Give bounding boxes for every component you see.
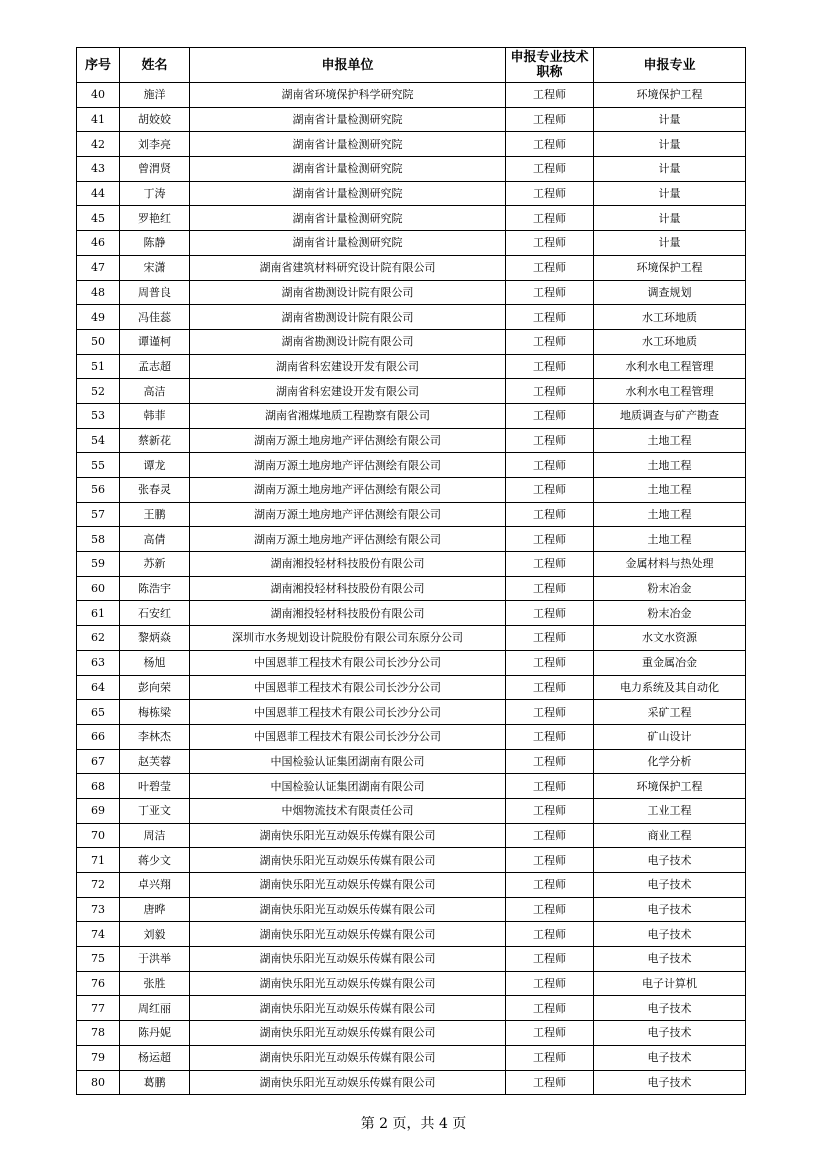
cell-serial: 44 <box>77 181 120 206</box>
cell-title: 工程师 <box>506 403 594 428</box>
cell-title: 工程师 <box>506 848 594 873</box>
cell-name: 杨旭 <box>120 650 190 675</box>
cell-unit: 湖南万源土地房地产评估测绘有限公司 <box>190 502 506 527</box>
cell-serial: 56 <box>77 478 120 503</box>
cell-unit: 湖南万源土地房地产评估测绘有限公司 <box>190 453 506 478</box>
table-row <box>77 601 746 626</box>
cell-name: 黎炳焱 <box>120 626 190 651</box>
cell-title: 工程师 <box>506 280 594 305</box>
cell-serial: 71 <box>77 848 120 873</box>
table-row <box>77 552 746 577</box>
cell-title: 工程师 <box>506 453 594 478</box>
table-row <box>77 774 746 799</box>
cell-name: 周普良 <box>120 280 190 305</box>
table-row <box>77 675 746 700</box>
cell-title: 工程师 <box>506 873 594 898</box>
cell-title: 工程师 <box>506 971 594 996</box>
header-unit: 申报单位 <box>190 48 506 83</box>
cell-unit: 湖南快乐阳光互动娱乐传媒有限公司 <box>190 947 506 972</box>
table-row <box>77 848 746 873</box>
cell-specialty: 土地工程 <box>594 527 746 552</box>
cell-specialty: 水工环地质 <box>594 329 746 354</box>
cell-serial: 45 <box>77 206 120 231</box>
cell-title: 工程师 <box>506 1045 594 1070</box>
cell-serial: 68 <box>77 774 120 799</box>
cell-name: 孟志超 <box>120 354 190 379</box>
table-row <box>77 502 746 527</box>
cell-unit: 湖南万源土地房地产评估测绘有限公司 <box>190 428 506 453</box>
cell-title: 工程师 <box>506 1021 594 1046</box>
cell-unit: 中国检验认证集团湖南有限公司 <box>190 749 506 774</box>
cell-serial: 73 <box>77 897 120 922</box>
cell-specialty: 电子技术 <box>594 996 746 1021</box>
cell-serial: 51 <box>77 354 120 379</box>
cell-serial: 43 <box>77 157 120 182</box>
cell-unit: 湖南快乐阳光互动娱乐传媒有限公司 <box>190 897 506 922</box>
cell-serial: 69 <box>77 798 120 823</box>
table-row <box>77 379 746 404</box>
table-row <box>77 181 746 206</box>
cell-unit: 湖南湘投轻材科技股份有限公司 <box>190 552 506 577</box>
table-row <box>77 527 746 552</box>
cell-name: 张胜 <box>120 971 190 996</box>
cell-unit: 中国检验认证集团湖南有限公司 <box>190 774 506 799</box>
cell-unit: 湖南万源土地房地产评估测绘有限公司 <box>190 478 506 503</box>
header-title: 申报专业技术职称 <box>506 48 594 83</box>
table-row <box>77 823 746 848</box>
cell-serial: 50 <box>77 329 120 354</box>
cell-title: 工程师 <box>506 675 594 700</box>
cell-specialty: 电子技术 <box>594 848 746 873</box>
cell-specialty: 金属材料与热处理 <box>594 552 746 577</box>
cell-specialty: 计量 <box>594 107 746 132</box>
cell-serial: 57 <box>77 502 120 527</box>
cell-specialty: 电子技术 <box>594 922 746 947</box>
cell-unit: 湖南快乐阳光互动娱乐传媒有限公司 <box>190 1070 506 1095</box>
table-row <box>77 1070 746 1095</box>
cell-name: 葛鹏 <box>120 1070 190 1095</box>
cell-serial: 76 <box>77 971 120 996</box>
cell-unit: 湖南省环境保护科学研究院 <box>190 83 506 108</box>
cell-unit: 湖南省计量检测研究院 <box>190 157 506 182</box>
cell-title: 工程师 <box>506 231 594 256</box>
cell-unit: 湖南省科宏建设开发有限公司 <box>190 354 506 379</box>
cell-specialty: 土地工程 <box>594 428 746 453</box>
cell-title: 工程师 <box>506 897 594 922</box>
cell-serial: 58 <box>77 527 120 552</box>
cell-serial: 67 <box>77 749 120 774</box>
table-row <box>77 83 746 108</box>
cell-name: 石安红 <box>120 601 190 626</box>
cell-title: 工程师 <box>506 700 594 725</box>
cell-name: 丁涛 <box>120 181 190 206</box>
cell-serial: 49 <box>77 305 120 330</box>
table-row <box>77 922 746 947</box>
cell-unit: 中烟物流技术有限责任公司 <box>190 798 506 823</box>
cell-name: 高洁 <box>120 379 190 404</box>
header-specialty: 申报专业 <box>594 48 746 83</box>
table-row <box>77 576 746 601</box>
cell-name: 李林杰 <box>120 724 190 749</box>
cell-unit: 湖南快乐阳光互动娱乐传媒有限公司 <box>190 922 506 947</box>
cell-name: 张春灵 <box>120 478 190 503</box>
cell-title: 工程师 <box>506 798 594 823</box>
cell-serial: 53 <box>77 403 120 428</box>
cell-serial: 60 <box>77 576 120 601</box>
cell-unit: 湖南湘投轻材科技股份有限公司 <box>190 601 506 626</box>
cell-name: 高倩 <box>120 527 190 552</box>
cell-unit: 湖南快乐阳光互动娱乐传媒有限公司 <box>190 823 506 848</box>
cell-title: 工程师 <box>506 329 594 354</box>
cell-name: 唐晔 <box>120 897 190 922</box>
cell-serial: 65 <box>77 700 120 725</box>
cell-unit: 湖南湘投轻材科技股份有限公司 <box>190 576 506 601</box>
cell-specialty: 计量 <box>594 231 746 256</box>
cell-name: 谭龙 <box>120 453 190 478</box>
table-row <box>77 971 746 996</box>
cell-unit: 湖南省计量检测研究院 <box>190 132 506 157</box>
cell-name: 施洋 <box>120 83 190 108</box>
cell-specialty: 水工环地质 <box>594 305 746 330</box>
cell-specialty: 电子技术 <box>594 1021 746 1046</box>
table-row <box>77 403 746 428</box>
cell-name: 陈静 <box>120 231 190 256</box>
cell-serial: 61 <box>77 601 120 626</box>
cell-title: 工程师 <box>506 428 594 453</box>
cell-serial: 42 <box>77 132 120 157</box>
cell-unit: 湖南快乐阳光互动娱乐传媒有限公司 <box>190 873 506 898</box>
cell-specialty: 电子技术 <box>594 897 746 922</box>
cell-specialty: 采矿工程 <box>594 700 746 725</box>
cell-specialty: 化学分析 <box>594 749 746 774</box>
table-row <box>77 329 746 354</box>
cell-title: 工程师 <box>506 83 594 108</box>
cell-name: 卓兴翔 <box>120 873 190 898</box>
table-row <box>77 749 746 774</box>
cell-name: 胡姣姣 <box>120 107 190 132</box>
table-row <box>77 996 746 1021</box>
cell-serial: 48 <box>77 280 120 305</box>
cell-title: 工程师 <box>506 650 594 675</box>
cell-title: 工程师 <box>506 255 594 280</box>
table-row <box>77 1045 746 1070</box>
cell-serial: 41 <box>77 107 120 132</box>
cell-unit: 湖南快乐阳光互动娱乐传媒有限公司 <box>190 971 506 996</box>
cell-title: 工程师 <box>506 823 594 848</box>
table-row <box>77 724 746 749</box>
cell-serial: 75 <box>77 947 120 972</box>
cell-title: 工程师 <box>506 626 594 651</box>
cell-specialty: 土地工程 <box>594 478 746 503</box>
table-row <box>77 428 746 453</box>
cell-specialty: 电子计算机 <box>594 971 746 996</box>
cell-serial: 77 <box>77 996 120 1021</box>
cell-name: 曾渭贤 <box>120 157 190 182</box>
table-row <box>77 132 746 157</box>
cell-unit: 湖南省建筑材料研究设计院有限公司 <box>190 255 506 280</box>
table-row <box>77 280 746 305</box>
cell-name: 周洁 <box>120 823 190 848</box>
cell-specialty: 粉末冶金 <box>594 576 746 601</box>
header-serial: 序号 <box>77 48 120 83</box>
cell-title: 工程师 <box>506 576 594 601</box>
table-row <box>77 798 746 823</box>
cell-specialty: 计量 <box>594 132 746 157</box>
header-row <box>77 48 746 83</box>
cell-unit: 湖南省勘测设计院有限公司 <box>190 305 506 330</box>
cell-serial: 52 <box>77 379 120 404</box>
cell-name: 叶碧莹 <box>120 774 190 799</box>
cell-specialty: 电子技术 <box>594 1045 746 1070</box>
cell-specialty: 商业工程 <box>594 823 746 848</box>
cell-serial: 78 <box>77 1021 120 1046</box>
cell-unit: 湖南快乐阳光互动娱乐传媒有限公司 <box>190 1045 506 1070</box>
cell-name: 刘毅 <box>120 922 190 947</box>
table-row <box>77 206 746 231</box>
cell-title: 工程师 <box>506 552 594 577</box>
cell-title: 工程师 <box>506 181 594 206</box>
cell-unit: 深圳市水务规划设计院股份有限公司东原分公司 <box>190 626 506 651</box>
table-row <box>77 305 746 330</box>
cell-name: 梅栋梁 <box>120 700 190 725</box>
cell-name: 陈丹妮 <box>120 1021 190 1046</box>
cell-unit: 中国恩菲工程技术有限公司长沙分公司 <box>190 650 506 675</box>
cell-serial: 55 <box>77 453 120 478</box>
cell-title: 工程师 <box>506 947 594 972</box>
cell-unit: 湖南快乐阳光互动娱乐传媒有限公司 <box>190 996 506 1021</box>
table-row <box>77 354 746 379</box>
cell-title: 工程师 <box>506 922 594 947</box>
cell-title: 工程师 <box>506 354 594 379</box>
cell-name: 谭谨柯 <box>120 329 190 354</box>
cell-title: 工程师 <box>506 996 594 1021</box>
cell-unit: 湖南快乐阳光互动娱乐传媒有限公司 <box>190 1021 506 1046</box>
cell-unit: 湖南省科宏建设开发有限公司 <box>190 379 506 404</box>
cell-specialty: 土地工程 <box>594 502 746 527</box>
cell-name: 赵芙蓉 <box>120 749 190 774</box>
cell-unit: 湖南万源土地房地产评估测绘有限公司 <box>190 527 506 552</box>
cell-unit: 中国恩菲工程技术有限公司长沙分公司 <box>190 675 506 700</box>
cell-unit: 湖南省计量检测研究院 <box>190 107 506 132</box>
cell-specialty: 重金属冶金 <box>594 650 746 675</box>
cell-specialty: 调查规划 <box>594 280 746 305</box>
cell-specialty: 地质调查与矿产勘查 <box>594 403 746 428</box>
cell-specialty: 环境保护工程 <box>594 83 746 108</box>
cell-specialty: 水利水电工程管理 <box>594 354 746 379</box>
cell-title: 工程师 <box>506 527 594 552</box>
table-body <box>77 83 746 1095</box>
cell-specialty: 环境保护工程 <box>594 255 746 280</box>
table-row <box>77 107 746 132</box>
cell-specialty: 电子技术 <box>594 873 746 898</box>
cell-serial: 47 <box>77 255 120 280</box>
cell-specialty: 计量 <box>594 157 746 182</box>
table-row <box>77 650 746 675</box>
cell-specialty: 电子技术 <box>594 1070 746 1095</box>
cell-name: 丁亚文 <box>120 798 190 823</box>
cell-specialty: 计量 <box>594 181 746 206</box>
cell-specialty: 电子技术 <box>594 947 746 972</box>
cell-title: 工程师 <box>506 724 594 749</box>
cell-title: 工程师 <box>506 1070 594 1095</box>
cell-specialty: 水利水电工程管理 <box>594 379 746 404</box>
cell-unit: 湖南省勘测设计院有限公司 <box>190 280 506 305</box>
cell-unit: 湖南快乐阳光互动娱乐传媒有限公司 <box>190 848 506 873</box>
cell-serial: 72 <box>77 873 120 898</box>
cell-name: 苏新 <box>120 552 190 577</box>
cell-title: 工程师 <box>506 107 594 132</box>
cell-title: 工程师 <box>506 749 594 774</box>
cell-name: 宋潇 <box>120 255 190 280</box>
cell-unit: 中国恩菲工程技术有限公司长沙分公司 <box>190 724 506 749</box>
table-row <box>77 897 746 922</box>
cell-unit: 湖南省计量检测研究院 <box>190 231 506 256</box>
cell-specialty: 矿山设计 <box>594 724 746 749</box>
table-row <box>77 626 746 651</box>
cell-title: 工程师 <box>506 774 594 799</box>
cell-specialty: 水文水资源 <box>594 626 746 651</box>
cell-specialty: 电力系统及其自动化 <box>594 675 746 700</box>
cell-name: 刘李亮 <box>120 132 190 157</box>
table-row <box>77 478 746 503</box>
cell-title: 工程师 <box>506 379 594 404</box>
cell-serial: 66 <box>77 724 120 749</box>
cell-name: 周红丽 <box>120 996 190 1021</box>
cell-name: 蒋少文 <box>120 848 190 873</box>
cell-title: 工程师 <box>506 132 594 157</box>
cell-title: 工程师 <box>506 305 594 330</box>
cell-serial: 40 <box>77 83 120 108</box>
cell-name: 杨运超 <box>120 1045 190 1070</box>
cell-name: 冯佳蕊 <box>120 305 190 330</box>
cell-name: 韩菲 <box>120 403 190 428</box>
table-row <box>77 700 746 725</box>
cell-serial: 74 <box>77 922 120 947</box>
cell-serial: 62 <box>77 626 120 651</box>
cell-specialty: 工业工程 <box>594 798 746 823</box>
cell-serial: 46 <box>77 231 120 256</box>
cell-unit: 湖南省湘煤地质工程勘察有限公司 <box>190 403 506 428</box>
table-row <box>77 231 746 256</box>
table-row <box>77 255 746 280</box>
cell-serial: 80 <box>77 1070 120 1095</box>
table-header <box>77 48 746 83</box>
cell-serial: 70 <box>77 823 120 848</box>
cell-unit: 中国恩菲工程技术有限公司长沙分公司 <box>190 700 506 725</box>
table-row <box>77 947 746 972</box>
applicant-roster-table <box>76 47 746 1095</box>
cell-specialty: 环境保护工程 <box>594 774 746 799</box>
cell-unit: 湖南省计量检测研究院 <box>190 181 506 206</box>
cell-name: 彭向荣 <box>120 675 190 700</box>
cell-serial: 54 <box>77 428 120 453</box>
cell-specialty: 粉末冶金 <box>594 601 746 626</box>
cell-serial: 64 <box>77 675 120 700</box>
cell-title: 工程师 <box>506 478 594 503</box>
cell-title: 工程师 <box>506 601 594 626</box>
cell-name: 陈浩宇 <box>120 576 190 601</box>
cell-serial: 79 <box>77 1045 120 1070</box>
table-row <box>77 873 746 898</box>
page-number-footer: 第 2 页，共 4 页 <box>360 1116 467 1132</box>
cell-title: 工程师 <box>506 206 594 231</box>
cell-specialty: 计量 <box>594 206 746 231</box>
table-row <box>77 157 746 182</box>
cell-specialty: 土地工程 <box>594 453 746 478</box>
table-row <box>77 453 746 478</box>
cell-title: 工程师 <box>506 502 594 527</box>
cell-serial: 63 <box>77 650 120 675</box>
cell-name: 罗艳红 <box>120 206 190 231</box>
cell-unit: 湖南省勘测设计院有限公司 <box>190 329 506 354</box>
cell-serial: 59 <box>77 552 120 577</box>
cell-name: 王鹏 <box>120 502 190 527</box>
header-name: 姓名 <box>120 48 190 83</box>
table-row <box>77 1021 746 1046</box>
cell-unit: 湖南省计量检测研究院 <box>190 206 506 231</box>
cell-name: 蔡新花 <box>120 428 190 453</box>
cell-title: 工程师 <box>506 157 594 182</box>
cell-name: 于洪举 <box>120 947 190 972</box>
